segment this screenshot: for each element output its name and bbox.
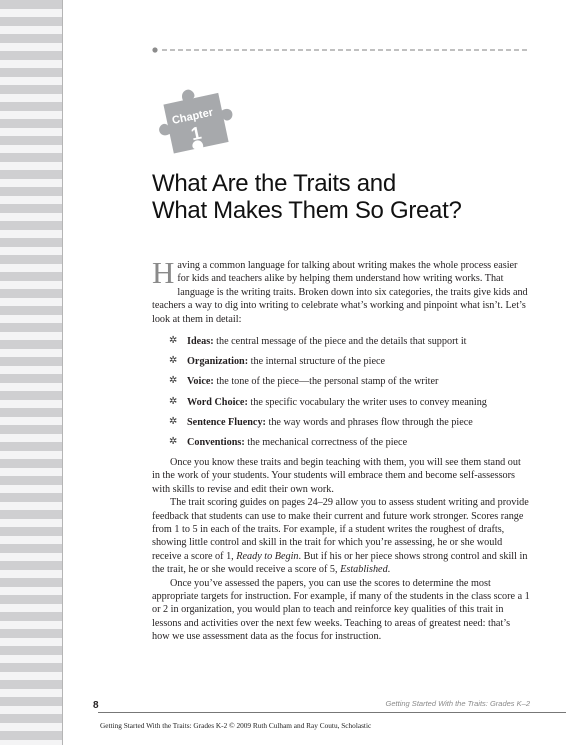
paragraph-assessment-data: Once you’ve assessed the papers, you can use the scores to determine the most appropriate targets for instruction. For example, if many of the students in the class score a 1 or 2 in organization, you would plan to teach and reinforce key qualities of this trait in lessons and activities over the next few weeks. Teaching to areas of greatest need: that’s how we use assessment data as the focus for instruction. (152, 577, 530, 643)
copyright-credit: Getting Started With the Traits: Grades K-2 © 2009 Ruth Culham and Ray Coutu, Scholastic (100, 721, 372, 730)
trait-term: Ideas: (187, 336, 214, 348)
list-item (169, 396, 530, 409)
scoring-text-b: . But if his or her piece shows strong control and skill in the trait, he or she would receive a score of 5, (152, 550, 528, 576)
trait-description: the mechanical correctness of the piece (244, 436, 408, 448)
trait-description: the specific vocabulary the writer uses to convey meaning (247, 396, 487, 408)
striped-margin (0, 0, 63, 745)
chapter-word: Chapter (171, 106, 215, 127)
asterisk-bullet-icon: ✲ (169, 375, 178, 387)
header-divider (152, 46, 530, 54)
asterisk-bullet-icon: ✲ (169, 415, 178, 427)
scoring-text-a: The trait scoring guides on pages 24–29 allow you to assess student writing and provide feedback that students can use to make their current and future work stronger. Scores range from 1 to 5 in each of the traits. For example, if a student writes the roughest of drafts, showing little control and skill in the trait for which you’re assessing, he or she would receive a score of 1, (152, 497, 529, 562)
asterisk-bullet-icon: ✲ (169, 355, 178, 367)
running-footer-title: Getting Started With the Traits: Grades K–2 (385, 699, 530, 708)
trait-term: Voice: (187, 376, 214, 388)
list-item (169, 375, 530, 388)
list-item (169, 436, 530, 449)
chapter-body (152, 255, 530, 644)
trait-description: the tone of the piece—the personal stamp of the writer (213, 376, 439, 388)
intro-text: aving a common language for talking about writing makes the whole process easier for kids and teachers alike by helping them understand how writing works. That language is the writing traits. Broken down into six categories, the traits give kids and teachers a way to dig into writing to celebrate what’s working and pinpoint what isn’t. Let’s look at them in detail: (152, 260, 528, 325)
asterisk-bullet-icon: ✲ (169, 435, 178, 447)
chapter-puzzle-badge (150, 86, 244, 160)
chapter-number: 1 (189, 122, 204, 145)
scoring-text-end: . (387, 564, 391, 576)
trait-term: Word Choice: (187, 396, 248, 408)
trait-term: Sentence Fluency: (187, 416, 266, 428)
trait-term: Conventions: (187, 436, 245, 448)
trait-term: Organization: (187, 356, 249, 368)
page-number: 8 (93, 700, 99, 711)
trait-description: the central message of the piece and the details that support it (213, 336, 467, 348)
list-item (169, 355, 530, 368)
list-item (169, 416, 530, 429)
intro-paragraph (152, 255, 530, 326)
score-label-ready-to-begin: Ready to Begin (236, 550, 299, 562)
asterisk-bullet-icon: ✲ (169, 395, 178, 407)
trait-description: the internal structure of the piece (248, 356, 386, 368)
list-item (169, 335, 530, 348)
paragraph-scoring-guides (152, 496, 530, 576)
asterisk-bullet-icon: ✲ (169, 335, 178, 347)
traits-list (152, 335, 530, 449)
score-label-established: Established (340, 564, 388, 576)
chapter-title (152, 170, 552, 224)
trait-description: the way words and phrases flow through the piece (265, 416, 473, 428)
footer-divider (98, 712, 566, 713)
paragraph-traits-in-practice: Once you know these traits and begin teaching with them, you will see them stand out in the work of your students. Your students will embrace them and become self-assessors with skills to revise and edit their own work. (152, 456, 521, 495)
chapter-title-line-1: What Are the Traits and (152, 170, 396, 197)
drop-cap: H (152, 255, 175, 290)
chapter-title-line-2: What Makes Them So Great? (152, 197, 462, 224)
